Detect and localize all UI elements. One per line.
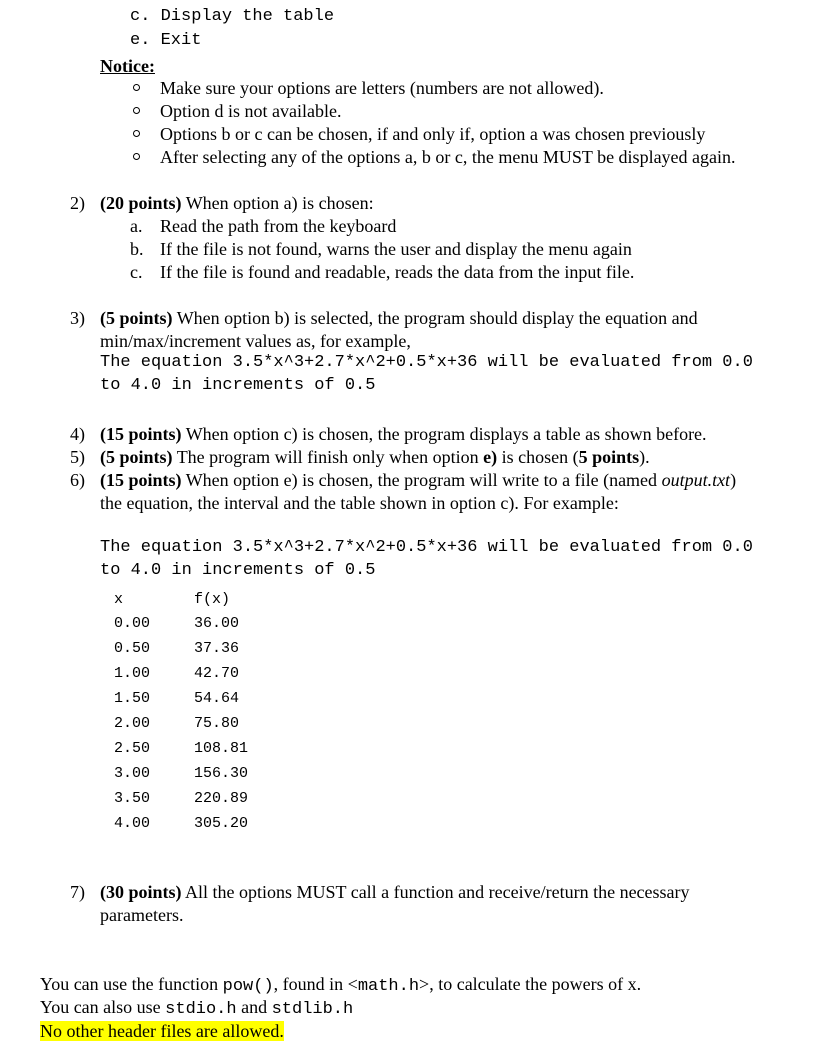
item-number: 7) <box>70 882 85 902</box>
table-cell-fx: 108.81 <box>194 740 249 757</box>
item-4-text: (15 points) When option c) is chosen, the program displays a table as shown before. <box>100 424 707 444</box>
sub-item-text: Read the path from the keyboard <box>160 216 397 236</box>
table-cell-x: 2.00 <box>114 715 151 732</box>
item-number: 2) <box>70 193 85 213</box>
code-stdio-h: stdio.h <box>165 1000 237 1019</box>
points-label: (20 points) <box>100 193 182 213</box>
table-cell-x: 2.50 <box>114 740 151 757</box>
highlighted-note: No other header files are allowed. <box>40 1021 284 1041</box>
table-header-fx: f(x) <box>194 591 231 608</box>
points-label: (30 points) <box>100 882 182 902</box>
circle-bullet-icon <box>133 107 140 114</box>
table-cell-x: 3.00 <box>114 765 151 782</box>
code-math-h: math.h <box>357 977 420 996</box>
circle-bullet-icon <box>133 130 140 137</box>
item-number: 3) <box>70 308 85 328</box>
table-cell-fx: 36.00 <box>194 615 240 632</box>
item-3-text: (5 points) When option b) is selected, the program should display the equation and <box>100 308 698 328</box>
sub-item-text: If the file is found and readable, reads the data from the input file. <box>160 262 635 282</box>
sub-marker: c. <box>130 262 143 282</box>
notice-bullet: After selecting any of the options a, b or c, the menu MUST be displayed again. <box>160 147 736 167</box>
table-cell-fx: 220.89 <box>194 790 249 807</box>
circle-bullet-icon <box>133 84 140 91</box>
points-label: (5 points) <box>100 308 173 328</box>
filename: output.txt <box>661 470 731 490</box>
item-number: 5) <box>70 447 85 467</box>
notice-bullet: Make sure your options are letters (numbers are not allowed). <box>160 78 604 98</box>
table-cell-x: 3.50 <box>114 790 151 807</box>
item-6-text: (15 points) When option e) is chosen, the program will write to a file (named output.txt) <box>100 470 737 490</box>
table-cell-fx: 37.36 <box>194 640 240 657</box>
item-7-text-line2: parameters. <box>100 905 184 925</box>
table-cell-x: 4.00 <box>114 815 151 832</box>
code-line: to 4.0 in increments of 0.5 <box>100 561 376 580</box>
sub-marker: b. <box>130 239 144 259</box>
item-2-text: (20 points) When option a) is chosen: <box>100 193 374 213</box>
table-header-x: x <box>114 591 124 608</box>
table-cell-x: 0.00 <box>114 615 151 632</box>
item-7-text: (30 points) All the options MUST call a function and receive/return the necessary <box>100 882 690 902</box>
table-cell-x: 1.00 <box>114 665 151 682</box>
points-label: (15 points) <box>100 470 182 490</box>
table-cell-fx: 42.70 <box>194 665 240 682</box>
table-cell-fx: 54.64 <box>194 690 240 707</box>
code-line: The equation 3.5*x^3+2.7*x^2+0.5*x+36 will be evaluated from 0.0 <box>100 538 753 557</box>
menu-option-c: c. Display the table <box>130 7 335 26</box>
sub-item-text: If the file is not found, warns the user and display the menu again <box>160 239 632 259</box>
menu-option-e: e. Exit <box>130 31 202 50</box>
table-cell-x: 1.50 <box>114 690 151 707</box>
sub-marker: a. <box>130 216 143 236</box>
item-number: 4) <box>70 424 85 444</box>
code-line: The equation 3.5*x^3+2.7*x^2+0.5*x+36 will be evaluated from 0.0 <box>100 353 753 372</box>
points-label: (5 points) <box>100 447 173 467</box>
table-cell-fx: 305.20 <box>194 815 249 832</box>
notice-bullet: Options b or c can be chosen, if and only if, option a was chosen previously <box>160 124 706 144</box>
table-cell-fx: 75.80 <box>194 715 240 732</box>
footer-line-2: You can also use stdio.h and stdlib.h <box>40 997 354 1019</box>
item-number: 6) <box>70 470 85 490</box>
points-label: (15 points) <box>100 424 182 444</box>
code-stdlib-h: stdlib.h <box>271 1000 354 1019</box>
table-cell-fx: 156.30 <box>194 765 249 782</box>
notice-heading: Notice: <box>100 56 155 76</box>
item-3-text-line2: min/max/increment values as, for example, <box>100 331 411 351</box>
footer-line-3 <box>40 1020 284 1042</box>
code-pow: pow() <box>222 977 274 996</box>
notice-bullet: Option d is not available. <box>160 101 342 121</box>
circle-bullet-icon <box>133 153 140 160</box>
footer-line-1: You can use the function pow(), found in <math.h>, to calculate the powers of x. <box>40 974 642 996</box>
table-cell-x: 0.50 <box>114 640 151 657</box>
item-5-text: (5 points) The program will finish only when option e) is chosen (5 points). <box>100 447 650 467</box>
code-line: to 4.0 in increments of 0.5 <box>100 376 376 395</box>
item-6-text-line2: the equation, the interval and the table shown in option c). For example: <box>100 493 619 513</box>
